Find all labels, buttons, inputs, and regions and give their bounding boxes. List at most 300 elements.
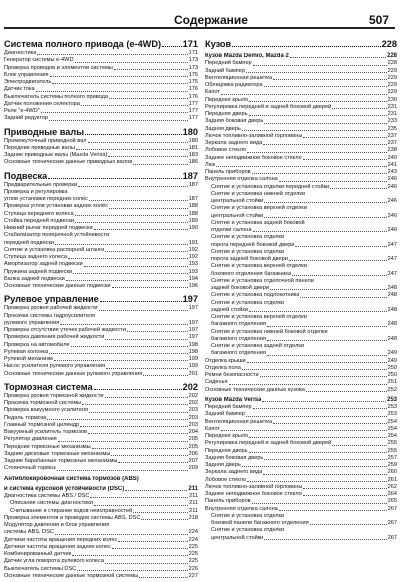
toc-entry-text: Проверка вакуумного усилителя <box>4 407 89 414</box>
toc-entry-text: Передние тормозные механизмы <box>4 443 91 450</box>
dot-leader <box>306 391 387 392</box>
dot-leader <box>249 115 387 116</box>
toc-entry-page: 254 <box>387 425 397 432</box>
toc-entry-text: Панель приборов <box>205 498 251 505</box>
toc-entry-text: Задняя боковая дверь <box>205 454 264 461</box>
toc-entry <box>4 254 198 261</box>
toc-entry-page: 173 <box>188 57 198 64</box>
dot-leader <box>143 375 188 376</box>
toc-entry <box>205 300 397 307</box>
dot-leader <box>247 362 387 363</box>
dot-leader <box>37 54 187 55</box>
toc-entry-text: Главный тормозной цилиндр <box>4 421 80 428</box>
dot-leader <box>72 555 188 556</box>
toc-entry-page: 197 <box>188 334 198 341</box>
section-heading-text: Приводные валы <box>4 126 85 137</box>
toc-entry-page: 253 <box>386 396 397 403</box>
toc-entry-page: 231 <box>387 103 397 110</box>
toc-entry-page: 264 <box>387 491 397 497</box>
toc-entry-page: 243 <box>387 169 397 175</box>
toc-entry-page: 175 <box>188 79 198 85</box>
toc-entry-page: 204 <box>188 429 198 435</box>
toc-column-left <box>4 35 198 582</box>
dot-leader <box>232 46 380 47</box>
dot-leader <box>263 144 386 145</box>
toc-entry-page: 176 <box>188 86 198 93</box>
toc-entry-text: багажного отделения <box>211 321 266 328</box>
toc-entry-page: 203 <box>188 407 198 414</box>
dot-leader <box>84 266 188 267</box>
section-heading <box>4 170 198 182</box>
toc-entry-text: системы ABS, DSC <box>4 529 54 536</box>
section-heading-page: 197 <box>182 294 198 305</box>
toc-entry <box>4 407 198 414</box>
toc-entry-text: Снятие и установка отделочной панели <box>211 277 314 284</box>
toc-entry <box>205 97 397 104</box>
toc-entry-text: Лючок топливно-заливной горловины <box>205 483 303 490</box>
toc-entry <box>205 350 397 357</box>
toc-entry-text: Проверка отсутствия утечек рабочей жидкости <box>4 327 126 333</box>
toc-entry <box>205 147 397 154</box>
toc-entry-page: 248 <box>387 335 397 342</box>
toc-entry-page: 251 <box>387 379 397 386</box>
toc-entry-text: Проверка элементов и проводов системы ABS, DSC <box>4 514 141 521</box>
toc-entry <box>205 191 397 198</box>
dot-leader <box>100 301 182 302</box>
toc-entry-text: Модулятор давления и блок управления <box>4 522 110 528</box>
toc-entry-page: 196 <box>188 283 198 289</box>
toc-entry <box>4 203 198 210</box>
toc-entry-page: 248 <box>387 306 397 313</box>
toc-entry-text: Снятие и установка отделки <box>211 234 285 241</box>
toc-entry <box>205 506 397 513</box>
toc-entry-page: 180 <box>188 137 198 144</box>
dot-leader <box>127 331 188 332</box>
toc-entry-text: Переднее крыло <box>205 433 249 439</box>
toc-entry-text: Промежуточный приводной вал <box>4 137 87 144</box>
toc-entry-text: Капот <box>205 425 220 432</box>
toc-entry <box>4 108 198 115</box>
toc-entry-page: 229 <box>387 89 397 96</box>
toc-entry-text: Регулировка передней и задней боковой дверей <box>205 440 332 447</box>
toc-entry <box>4 86 198 93</box>
dot-leader <box>73 273 188 274</box>
toc-entry <box>205 462 397 469</box>
toc-entry-text: Основные технические данные кузова <box>205 386 305 393</box>
toc-entry-text: Снятие и установка задней отделки <box>211 343 304 349</box>
toc-entry-text: Внутренняя отделка салона <box>205 505 278 512</box>
toc-entry-text: Задние барабанные тормозные механизмы <box>4 458 118 464</box>
toc-entry-text: Ступица заднего колеса <box>4 254 67 260</box>
toc-entry-page: 191 <box>188 239 198 246</box>
dot-leader <box>105 563 188 564</box>
toc-entry-text: Сиденья <box>205 379 228 386</box>
section-heading <box>205 38 397 50</box>
toc-entry-page: 255 <box>387 447 397 454</box>
dot-leader <box>99 310 188 311</box>
toc-entry-page: 194 <box>188 275 198 282</box>
section-heading-text: Рулевое управление <box>4 294 99 305</box>
toc-entry-text: Переднее крыло <box>205 96 249 103</box>
toc-entry-text: Задний редуктор <box>4 115 49 122</box>
toc-entry <box>205 397 397 404</box>
toc-entry <box>4 558 198 565</box>
toc-entry-text: Пружина задней подвески <box>4 268 73 275</box>
toc-entry-page: 253 <box>387 404 397 410</box>
toc-entry-page: 255 <box>387 440 397 447</box>
toc-entry-page: 198 <box>188 341 198 348</box>
toc-entry <box>205 292 397 299</box>
toc-entry <box>205 53 397 60</box>
dot-leader <box>105 251 187 252</box>
toc-entry-text: центральной стойки <box>211 198 264 204</box>
toc-entry-page: 199 <box>188 356 198 362</box>
section-heading-text: Подвеска <box>4 170 48 181</box>
toc-entry-page: 203 <box>188 421 198 428</box>
toc-entry-page: 254 <box>387 418 397 425</box>
dot-leader <box>253 408 387 409</box>
toc-entry <box>4 101 198 108</box>
dot-leader <box>112 548 188 549</box>
toc-entry-page: 246 <box>387 212 397 219</box>
toc-entry-text: Снятие и установка верхней отделки <box>211 205 307 212</box>
toc-entry-text: Вентиляционная решетка <box>205 418 273 425</box>
toc-entry-text: порога передней боковой двери <box>211 241 295 248</box>
toc-entry <box>205 379 397 386</box>
dot-leader <box>105 339 187 340</box>
toc-entry-page: 183 <box>188 152 198 158</box>
toc-entry <box>4 515 198 522</box>
section-heading <box>4 126 198 138</box>
dot-leader <box>247 481 387 482</box>
dot-leader <box>48 178 181 179</box>
section-heading <box>4 38 198 50</box>
toc-entry <box>205 234 397 241</box>
dot-leader <box>106 368 188 369</box>
dot-leader <box>303 159 387 160</box>
dot-leader <box>290 57 386 58</box>
toc-entry <box>205 411 397 418</box>
toc-entry-text: Балка задней подвески <box>4 275 65 282</box>
toc-entry-text: Считывание и стирание кодов неисправностей <box>10 507 133 514</box>
dot-leader <box>80 426 188 427</box>
toc-entry <box>4 320 198 327</box>
toc-entry-text: Вентиляционная решетка <box>205 74 273 81</box>
toc-entry-page: 205 <box>188 436 198 443</box>
toc-entry-page: 225 <box>188 551 198 557</box>
toc-entry <box>4 261 198 268</box>
dot-leader <box>111 455 187 456</box>
dot-leader <box>54 360 188 361</box>
toc-entry-page: 248 <box>387 292 397 299</box>
toc-entry-text: Люк <box>205 161 216 168</box>
toc-entry <box>205 118 397 125</box>
dot-leader <box>270 289 387 290</box>
toc-entry-page: 209 <box>188 465 198 472</box>
toc-entry-page: 186 <box>188 159 198 166</box>
dot-leader <box>252 503 387 504</box>
toc-entry-text: Регулятор давления <box>4 436 57 443</box>
dot-leader <box>108 156 187 157</box>
toc-entry <box>4 94 198 101</box>
toc-entry-page: 211 <box>189 493 198 499</box>
toc-entry-text: Проверка на автомобиле <box>4 341 70 348</box>
toc-entry-text: Отделка пола <box>205 364 241 371</box>
section-heading-page: 228 <box>381 39 397 49</box>
dot-leader <box>221 94 387 95</box>
toc-entry-page: 173 <box>188 64 198 71</box>
toc-entry-page: 197 <box>188 327 198 333</box>
toc-entry <box>205 433 397 440</box>
toc-entry <box>205 426 397 433</box>
dot-leader <box>300 297 386 298</box>
toc-entry-page: 202 <box>188 392 198 399</box>
toc-entry-text: Заднее неподвижное боковое стекло <box>205 154 302 161</box>
toc-entry-text: Насос усилителя рулевого управления <box>4 363 105 370</box>
toc-entry <box>205 440 397 447</box>
dot-leader <box>221 430 387 431</box>
toc-entry-text: Передняя дверь <box>205 111 248 117</box>
toc-section <box>4 381 198 580</box>
toc-entry-text: Проверка углов установки задних колёс <box>4 203 108 210</box>
toc-entry <box>4 211 198 218</box>
toc-entry-text: Антиблокировочная система тормозов (ABS) <box>4 475 139 482</box>
toc-entry <box>4 283 198 290</box>
toc-entry-text: Зеркала заднего вида <box>205 469 263 476</box>
toc-entry-text: центральной стойки <box>211 212 264 219</box>
toc-entry-page: 257 <box>387 454 397 461</box>
toc-entry-page: 187 <box>188 181 198 188</box>
dot-leader <box>57 470 188 471</box>
toc-entry <box>205 126 397 133</box>
toc-entry-page: 254 <box>387 433 397 439</box>
toc-entry-page: 198 <box>188 348 198 355</box>
toc-entry <box>205 491 397 498</box>
toc-entry-page: 246 <box>387 198 397 204</box>
toc-entry-page: 201 <box>188 370 198 377</box>
toc-entry-page: 205 <box>188 443 198 450</box>
toc-entry-text: Педаль тормоза <box>4 414 47 421</box>
dot-leader <box>75 222 188 223</box>
toc-section <box>4 38 198 123</box>
toc-entry-text: Основные технические данные приводных валов <box>4 159 133 166</box>
toc-entry-page: 247 <box>387 270 397 277</box>
toc-entry-page: 192 <box>188 246 198 253</box>
toc-entry <box>4 566 198 573</box>
dot-leader <box>246 72 387 73</box>
toc-entry-text: центральной стойки <box>211 534 264 541</box>
toc-entry-page: 188 <box>188 203 198 210</box>
dot-leader <box>330 188 386 189</box>
toc-entry <box>4 327 198 334</box>
toc-entry-page: 177 <box>188 115 198 122</box>
dot-leader <box>68 258 188 259</box>
toc-entry <box>4 334 198 341</box>
toc-entry <box>4 551 198 558</box>
toc-entry <box>205 404 397 411</box>
toc-entry <box>205 205 397 212</box>
dot-leader <box>292 275 387 276</box>
dot-leader <box>267 326 387 327</box>
dot-leader <box>81 105 188 106</box>
toc-entry-page: 228 <box>387 60 397 67</box>
toc-entry <box>205 321 397 328</box>
section-heading-page: 187 <box>182 170 198 181</box>
dot-leader <box>133 512 188 513</box>
toc-entry-page: 218 <box>188 514 198 521</box>
toc-entry-page: 235 <box>387 125 397 132</box>
page-title: Содержание <box>174 13 248 27</box>
dot-leader <box>303 495 387 496</box>
toc-entry <box>205 249 397 256</box>
dot-leader <box>94 505 188 506</box>
section-heading-text: Кузов <box>205 39 232 49</box>
dot-leader <box>260 376 387 377</box>
dot-leader <box>94 389 182 390</box>
dot-leader <box>94 229 188 230</box>
dot-leader <box>162 46 182 47</box>
toc-entry <box>4 537 198 544</box>
toc-entry <box>4 152 198 159</box>
toc-entry-text: Комбинированный датчик <box>4 551 72 557</box>
dot-leader <box>253 231 387 232</box>
dot-leader <box>49 353 188 354</box>
section-heading-page: 180 <box>182 126 198 137</box>
dot-leader <box>92 448 188 449</box>
toc-entry-page: 227 <box>188 572 198 579</box>
toc-entry-page: 206 <box>188 450 198 457</box>
toc-entry-page: 249 <box>387 350 397 357</box>
toc-entry <box>205 448 397 455</box>
toc-entry <box>205 242 397 249</box>
toc-entry-text: Датчик положения селектора <box>4 100 80 107</box>
toc-entry <box>4 422 198 429</box>
toc-entry-page: 240 <box>387 154 397 161</box>
dot-leader <box>90 497 188 498</box>
dot-leader <box>246 416 387 417</box>
toc-entry <box>4 50 198 57</box>
toc-entry-text: Передние приводные валы <box>4 144 75 151</box>
dot-leader <box>295 246 386 247</box>
page-number: 507 <box>368 13 389 27</box>
toc-entry-page: 187 <box>188 196 198 202</box>
toc-entry <box>205 140 397 147</box>
toc-entry <box>4 72 198 79</box>
toc-entry-text: рулевого управления <box>4 319 60 326</box>
section-heading-page: 202 <box>182 381 198 392</box>
toc-entry <box>4 451 198 458</box>
section-heading-text: Тормозная система <box>4 381 93 392</box>
toc-entry-text: Диагностика системы ABS / DSC <box>4 493 90 499</box>
dot-leader <box>332 108 386 109</box>
toc-entry <box>205 343 397 350</box>
dot-leader <box>50 76 188 77</box>
toc-entry <box>4 240 198 247</box>
toc-entry <box>4 65 198 72</box>
dot-leader <box>310 524 387 525</box>
toc-entry <box>4 349 198 356</box>
toc-entry-text: Задняя дверь <box>205 462 241 468</box>
toc-entry-page: 177 <box>188 108 198 114</box>
toc-entry-page: 259 <box>387 462 397 468</box>
toc-entry-text: Стояночный тормоз <box>4 465 56 472</box>
toc-entry <box>4 189 198 196</box>
dot-leader <box>252 173 387 174</box>
toc-entry-page: 197 <box>188 305 198 312</box>
dot-leader <box>242 130 387 131</box>
toc-entry-page: 250 <box>387 364 397 371</box>
toc-entry-page: 224 <box>188 536 198 543</box>
toc-entry-text: Внутренняя отделка салона <box>205 176 278 183</box>
toc-entry <box>4 115 198 122</box>
dot-leader <box>125 490 187 491</box>
toc-entry-text: багажного отделения <box>211 350 266 357</box>
toc-section <box>205 38 397 542</box>
dot-leader <box>114 69 188 70</box>
toc-entry-page: 229 <box>387 74 397 81</box>
toc-entry-page: 228 <box>386 53 397 59</box>
toc-entry-page: 193 <box>188 261 198 268</box>
toc-entry <box>205 278 397 285</box>
toc-entry-page: 211 <box>189 500 198 507</box>
toc-entry-text: Регулировка передней и задней боковой дверей <box>205 103 332 110</box>
toc-entry <box>205 285 397 292</box>
dot-leader <box>109 98 188 99</box>
toc-entry-text: Задняя дверь <box>205 125 241 132</box>
toc-entry-text: Задние приводные валы (Mazda Verisa) <box>4 152 108 158</box>
toc-entry <box>205 111 397 118</box>
toc-entry-page: 211 <box>188 485 198 492</box>
toc-entry <box>205 75 397 82</box>
toc-entry-text: Передний бампер <box>205 60 252 67</box>
toc-entry-text: Вакуумный усилитель тормозов <box>4 429 87 435</box>
toc-entry-text: задней стойки <box>211 306 248 313</box>
toc-entry-text: Снятие и установка верхней отделки <box>211 314 307 320</box>
toc-entry-text: Лобовое стекло <box>205 147 247 154</box>
toc-entry <box>205 484 397 491</box>
toc-entry <box>4 508 198 515</box>
toc-entry <box>4 79 198 86</box>
toc-entry <box>4 225 198 232</box>
toc-entry-page: 248 <box>387 321 397 328</box>
toc-entry-page: 260 <box>387 469 397 476</box>
toc-entry-page: 226 <box>188 565 198 572</box>
dot-leader <box>263 474 386 475</box>
toc-entry-text: и система курсовой устойчивости (DSC) <box>4 485 125 492</box>
toc-entry-page: 261 <box>387 476 397 483</box>
toc-section <box>4 170 198 291</box>
toc-entry <box>4 371 198 378</box>
toc-entry-page: 247 <box>387 241 397 248</box>
toc-entry <box>205 162 397 169</box>
toc-entry-page: 190 <box>188 225 198 231</box>
toc-entry-text: Снятие и установка верхней отделки <box>211 263 307 270</box>
dot-leader <box>71 346 188 347</box>
toc-entry <box>205 477 397 484</box>
toc-entry-page: 229 <box>387 67 397 74</box>
toc-entry-text: Датчики частоты вращения передних колес <box>4 536 118 543</box>
toc-entry <box>4 573 198 580</box>
toc-entry <box>4 544 198 551</box>
toc-entry-text: Снятие и установка отделки передней стойки <box>211 183 330 190</box>
toc-entry <box>205 82 397 89</box>
toc-entry-text: Снятие и установка нижней боковой отделки <box>211 328 328 335</box>
toc-entry-text: Снятие и установка отделки <box>211 248 285 255</box>
toc-entry-text: боковой панели багажного отделения <box>211 520 309 526</box>
toc-entry <box>4 400 198 407</box>
dot-leader <box>279 510 387 511</box>
dot-leader <box>253 65 387 66</box>
